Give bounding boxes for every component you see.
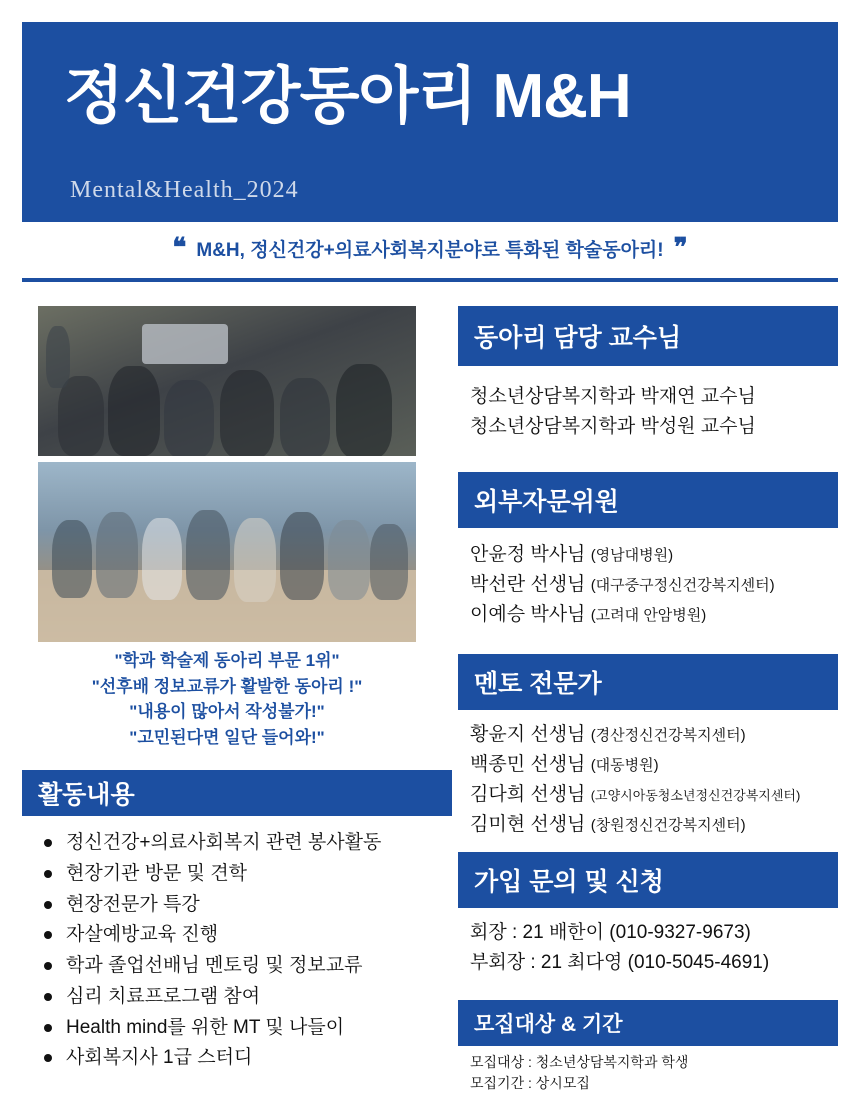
mentor-name: 김다희 선생님: [470, 784, 586, 806]
testimonial-quotes: [38, 648, 416, 750]
mentor-org: (경산정신건강복지센터): [590, 727, 746, 744]
advisor-name: 이예승 박사님: [470, 604, 586, 626]
mentor-name: 김미현 선생님: [470, 814, 586, 836]
quote-line-2: "선후배 정보교류가 활발한 동아리 !": [91, 676, 363, 696]
list-item: [470, 810, 850, 840]
section-heading-recruit: 모집대상 & 기간: [458, 1000, 838, 1046]
section-heading-mentors: 멘토 전문가: [458, 654, 838, 710]
list-item: [470, 750, 850, 780]
advisor-org: (고려대 안암병원): [590, 607, 707, 625]
header-band: [22, 22, 838, 222]
section-heading-activities: 활동내용: [22, 770, 452, 816]
mentor-org: (고양시아동청소년정신건강복지센터): [590, 788, 801, 804]
list-item: 회장 : 21 배한이 (010-9327-9673): [470, 922, 751, 943]
list-item: [470, 540, 850, 570]
advisor-name: 안윤정 박사님: [470, 544, 586, 565]
tagline-text: M&H, 정신건강+의료사회복지분야로 특화된 학술동아리!: [196, 239, 664, 261]
photo-club-activity: [38, 306, 416, 456]
list-item: [470, 570, 850, 600]
list-item: [470, 780, 850, 810]
recruit-period: 모집기간 : 상시모집: [470, 1075, 590, 1091]
list-item: 현장기관 방문 및 견학: [66, 859, 496, 890]
tagline: [22, 222, 838, 274]
photo-beach-group: [38, 462, 416, 642]
list-item: 정신건강+의료사회복지 관련 봉사활동: [66, 828, 496, 859]
page-title: 정신건강동아리 M&H: [64, 62, 631, 131]
professors-list: [470, 382, 850, 442]
list-item: 현장전문가 특강: [66, 890, 496, 921]
list-item: 청소년상담복지학과 박재연 교수님: [470, 386, 756, 407]
mentor-org: (대동병원): [590, 757, 659, 775]
quote-close-icon: ❞: [673, 233, 688, 262]
advisor-org: (대구중구정신건강복지센터): [590, 577, 775, 595]
recruit-target: 모집대상 : 청소년상담복지학과 학생: [470, 1054, 689, 1070]
header-divider: [22, 278, 838, 282]
section-heading-professors: 동아리 담당 교수님: [458, 306, 838, 366]
quote-line-1: "학과 학술제 동아리 부문 1위": [114, 651, 340, 670]
activities-list: [32, 828, 496, 1074]
list-item: [470, 720, 850, 750]
mentors-list: [470, 720, 850, 840]
mentor-name: 백종민 선생님: [470, 754, 586, 776]
quote-line-3: "내용이 많아서 작성불가!": [129, 702, 325, 721]
mentor-org: (창원정신건강복지센터): [590, 817, 746, 835]
join-contacts: [470, 918, 850, 978]
advisor-name: 박선란 선생님: [470, 574, 586, 596]
recruit-info: [470, 1052, 850, 1094]
quote-line-4: "고민된다면 일단 들어와!": [129, 727, 325, 747]
mentor-name: 황윤지 선생님: [470, 724, 586, 745]
list-item: 심리 치료프로그램 참여: [66, 982, 496, 1013]
page-subtitle: Mental&Health_2024: [70, 177, 299, 203]
list-item: 학과 졸업선배님 멘토링 및 정보교류: [66, 951, 496, 982]
list-item: Health mind를 위한 MT 및 나들이: [66, 1013, 496, 1044]
list-item: 사회복지사 1급 스터디: [66, 1043, 496, 1074]
quote-open-icon: ❝: [172, 233, 187, 262]
section-heading-join: 가입 문의 및 신청: [458, 852, 838, 908]
list-item: 부회장 : 21 최다영 (010-5045-4691): [470, 952, 770, 974]
advisor-org: (영남대병원): [590, 547, 674, 564]
section-heading-advisors: 외부자문위원: [458, 472, 838, 528]
list-item: 자살예방교육 진행: [66, 920, 496, 951]
list-item: 청소년상담복지학과 박성원 교수님: [470, 416, 756, 438]
advisors-list: [470, 540, 850, 630]
list-item: [470, 600, 850, 630]
